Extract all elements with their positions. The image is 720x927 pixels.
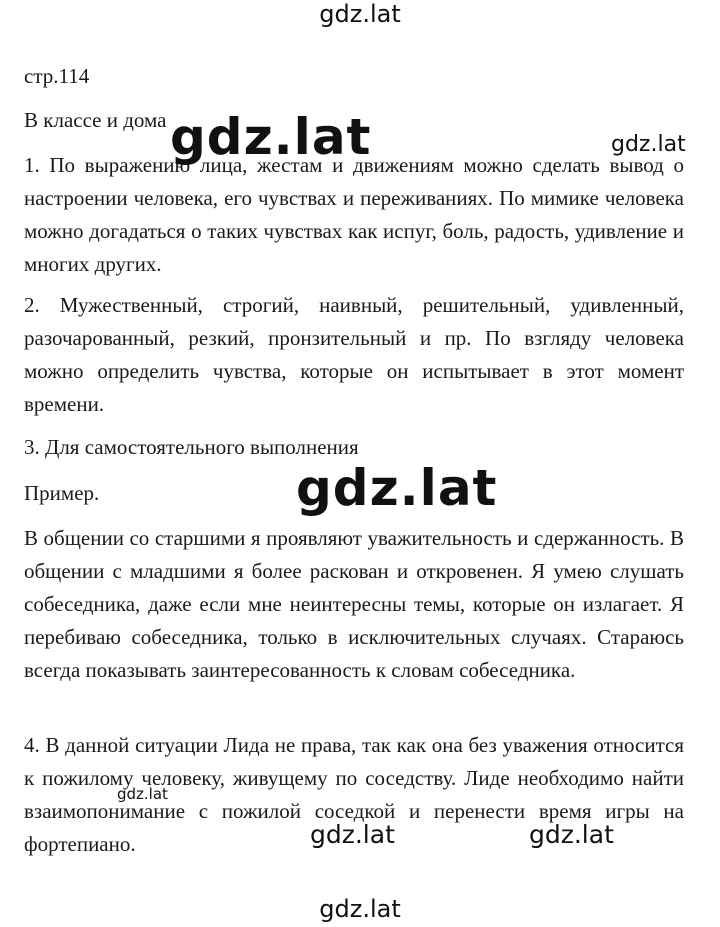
watermark-middle-1: gdz.lat — [310, 820, 395, 849]
answer-1: 1. По выражению лица, жестам и движениям можно сделать вывод о настроении человека, его чувствах и переживаниях. По мимике человека можно догадаться о таких чувствах как испуг, боль, радость, удивление и многих других. — [24, 153, 684, 276]
watermark-small: gdz.lat — [117, 785, 168, 803]
section-title: В классе и дома — [24, 108, 167, 132]
answer-2: 2. Мужественный, строгий, наивный, решительный, удивленный, разочарованный, резкий, пронзительный и пр. По взгляду человека можно определить чувства, которые он испытывает в этот момент времени. — [24, 293, 684, 416]
example-label: Пример. — [24, 481, 100, 505]
page-reference: стр.114 — [24, 64, 90, 88]
watermark-top: gdz.lat — [319, 0, 401, 28]
watermark-bottom: gdz.lat — [319, 895, 401, 923]
watermark-large-1: gdz.lat — [170, 108, 372, 166]
answer-4: 4. В данной ситуации Лида не права, так как она без уважения относится к пожилому человеку, живущему по соседству. Лиде необходимо найти взаимопонимание с пожилой соседкой и перенести время игры на фортепиано. — [24, 733, 684, 856]
watermark-large-2: gdz.lat — [296, 459, 498, 517]
watermark-right: gdz.lat — [611, 132, 686, 157]
answer-3: 3. Для самостоятельного выполнения — [24, 435, 359, 459]
example-text: В общении со старшими я проявляют уважительность и сдержанность. В общении с младшими я более раскован и откровенен. Я умею слушать собеседника, даже если мне неинтересны темы, которые он излагает. Я перебиваю собеседника, только в исключительных случаях. Стараюсь всегда показывать заинтересованность к словам собеседника. — [24, 526, 684, 682]
watermark-middle-2: gdz.lat — [529, 820, 614, 849]
